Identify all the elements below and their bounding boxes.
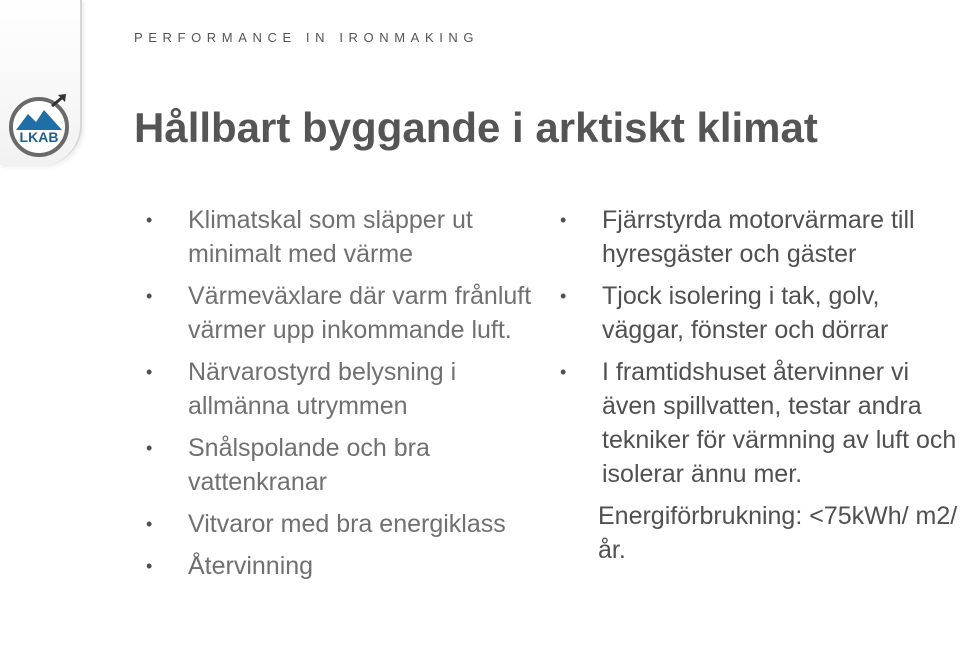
list-item: • Återvinning bbox=[146, 549, 536, 583]
left-bullet-list bbox=[146, 203, 536, 591]
logo-text: LKAB bbox=[19, 129, 59, 145]
energy-note: Energiförbrukning: <75kWh/ m2/år. bbox=[598, 502, 958, 564]
bullet-icon: • bbox=[560, 210, 567, 230]
bullet-icon: • bbox=[560, 362, 567, 382]
list-item: • Tjock isolering i tak, golv, väggar, fönster och dörrar bbox=[560, 279, 960, 347]
bullet-icon: • bbox=[146, 286, 153, 306]
list-item: • Vitvaror med bra energiklass bbox=[146, 507, 536, 541]
list-item: • Snålspolande och bra vattenkranar bbox=[146, 431, 536, 499]
logo-tab bbox=[0, 0, 82, 165]
list-item: • I framtidshuset återvinner vi även spillvatten, testar andra tekniker för värmning av luft och isolerar ännu mer. bbox=[560, 355, 960, 491]
lkab-logo-icon bbox=[6, 92, 72, 158]
right-bullet-list bbox=[560, 203, 960, 575]
bullet-icon: • bbox=[146, 556, 153, 576]
list-item: • Klimatskal som släpper ut minimalt med värme bbox=[146, 203, 536, 271]
list-item: • Närvarostyrd belysning i allmänna utrymmen bbox=[146, 355, 536, 423]
bullet-icon: • bbox=[146, 514, 153, 534]
bullet-icon: • bbox=[146, 438, 153, 458]
slide-title: Hållbart byggande i arktiskt klimat bbox=[134, 104, 818, 151]
bullet-icon: • bbox=[560, 286, 567, 306]
tagline: PERFORMANCE IN IRONMAKING bbox=[134, 30, 480, 45]
bullet-icon: • bbox=[146, 210, 153, 230]
list-item: • Värmeväxlare där varm frånluft värmer upp inkommande luft. bbox=[146, 279, 536, 347]
bullet-icon: • bbox=[146, 362, 153, 382]
list-item: • Fjärrstyrda motorvärmare till hyresgäster och gäster bbox=[560, 203, 960, 271]
